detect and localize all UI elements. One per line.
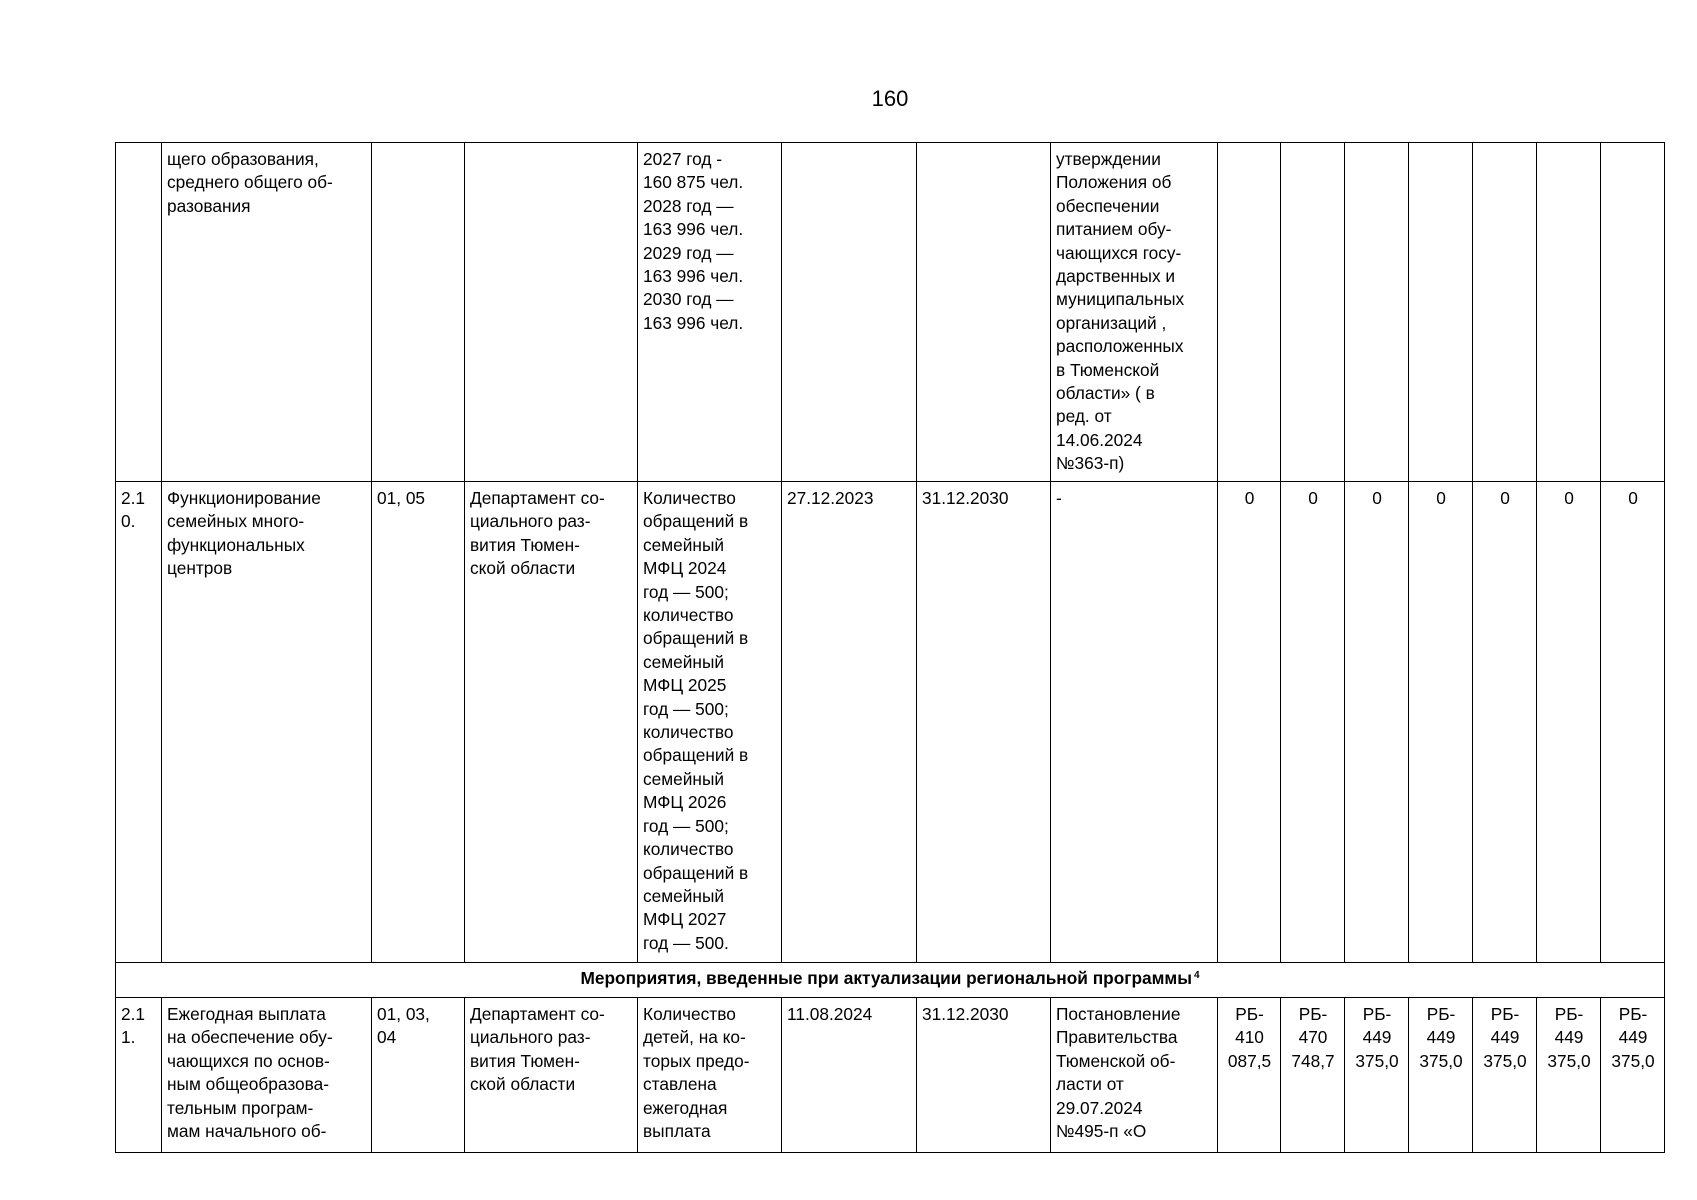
cell-amount xyxy=(1345,482,1409,963)
cell-line: 01, 03, xyxy=(377,1004,430,1024)
cell-line: 410 xyxy=(1235,1027,1264,1048)
cell-start xyxy=(782,482,917,963)
cell-line: 1. xyxy=(121,1027,136,1048)
cell-amount xyxy=(1601,482,1665,963)
cell-line: мам начального об- xyxy=(167,1121,327,1142)
cell-line: 2030 год — xyxy=(643,289,734,310)
cell-line: обращений в xyxy=(643,862,749,883)
cell-line: 449 xyxy=(1490,1027,1520,1048)
cell-amount xyxy=(1409,143,1473,482)
cell-line: 0 xyxy=(1244,488,1255,508)
cell-line: 31.12.2030 xyxy=(922,488,1009,508)
cell-line: дарственных и xyxy=(1056,266,1176,287)
cell-indicator xyxy=(638,998,782,1153)
cell-line: - xyxy=(1056,488,1062,508)
cell-amount xyxy=(1473,143,1537,482)
cell-end xyxy=(917,143,1051,482)
cell-line: РБ- xyxy=(1235,1004,1264,1024)
cell-line: обращений в xyxy=(643,511,749,532)
cell-line: №363-п) xyxy=(1056,453,1125,474)
cell-line: обеспечении xyxy=(1056,195,1160,216)
cell-number xyxy=(116,143,162,482)
cell-executor xyxy=(465,998,638,1153)
cell-line: РБ- xyxy=(1490,1004,1520,1024)
cell-line: 0 xyxy=(1564,488,1574,508)
cell-line: 2027 год - xyxy=(643,149,723,169)
cell-line: обращений в xyxy=(643,745,749,766)
cell-line: 04 xyxy=(377,1027,397,1048)
cell-document xyxy=(1051,998,1218,1153)
cell-line: 449 xyxy=(1554,1027,1584,1048)
cell-line: 0 xyxy=(1372,488,1382,508)
cell-line: 2.1 xyxy=(121,488,146,508)
cell-document xyxy=(1051,482,1218,963)
cell-line: 31.12.2030 xyxy=(922,1004,1009,1024)
cell-line: циального раз- xyxy=(470,1027,591,1048)
cell-amount xyxy=(1281,482,1345,963)
cell-line: чающихся госу- xyxy=(1056,242,1182,263)
cell-line: 449 xyxy=(1618,1027,1648,1048)
cell-line: 27.12.2023 xyxy=(787,488,874,508)
cell-line: 470 xyxy=(1298,1027,1328,1048)
cell-line: 0 xyxy=(1500,488,1510,508)
cell-line: функциональных xyxy=(167,534,305,555)
cell-line: год — 500; xyxy=(643,698,729,719)
section-banner-row xyxy=(116,963,1665,998)
cell-amount xyxy=(1473,482,1537,963)
cell-line: 163 996 чел. xyxy=(643,312,744,333)
cell-executor xyxy=(465,143,638,482)
cell-line: семейный xyxy=(643,768,725,789)
cell-line: 163 996 чел. xyxy=(643,219,744,240)
cell-line: на обеспечение обу- xyxy=(167,1027,333,1048)
cell-amount xyxy=(1601,998,1665,1153)
cell-line: 375,0 xyxy=(1547,1050,1591,1071)
cell-line: 0. xyxy=(121,511,136,532)
cell-line: 11.08.2024 xyxy=(787,1004,873,1024)
cell-line: разования xyxy=(167,195,251,216)
cell-line: 160 875 чел. xyxy=(643,172,744,193)
cell-line: 2029 год — xyxy=(643,242,734,263)
cell-line: МФЦ 2024 xyxy=(643,558,727,579)
cell-line: 01, 05 xyxy=(377,488,426,508)
cell-line: 2.1 xyxy=(121,1004,146,1024)
cell-line: год — 500. xyxy=(643,932,729,953)
cell-line: МФЦ 2025 xyxy=(643,675,727,696)
cell-line: Постановление xyxy=(1056,1004,1181,1024)
cell-line: ным общеобразова- xyxy=(167,1074,330,1095)
cell-line: 748,7 xyxy=(1291,1050,1335,1071)
cell-line: семейный xyxy=(643,651,725,672)
cell-amount xyxy=(1218,143,1281,482)
table-row xyxy=(116,143,1665,482)
section-banner-text: Мероприятия, введенные при актуализации региональной программы xyxy=(580,968,1192,988)
cell-line: центров xyxy=(167,558,233,579)
cell-line: 0 xyxy=(1628,488,1638,508)
cell-line: ставлена xyxy=(643,1074,717,1095)
cell-name xyxy=(162,998,372,1153)
page-number: 160 xyxy=(871,86,909,111)
cell-amount xyxy=(1473,998,1537,1153)
cell-code xyxy=(372,482,465,963)
cell-line: щего образования, xyxy=(167,149,319,169)
cell-line: 0 xyxy=(1308,488,1318,508)
cell-start xyxy=(782,143,917,482)
cell-start xyxy=(782,998,917,1153)
cell-line: циального раз- xyxy=(470,511,591,532)
cell-line: вития Тюмен- xyxy=(470,1050,580,1071)
cell-line: Департамент со- xyxy=(470,1004,605,1024)
cell-line: ской области xyxy=(470,558,576,579)
cell-line: выплата xyxy=(643,1121,711,1142)
cell-line: 0 xyxy=(1436,488,1446,508)
cell-line: в Тюменской xyxy=(1056,359,1160,380)
cell-line: год — 500; xyxy=(643,581,729,602)
program-measures-table xyxy=(115,142,1665,1153)
cell-line: торых предо- xyxy=(643,1050,750,1071)
cell-line: Правительства xyxy=(1056,1027,1178,1048)
cell-line: ской области xyxy=(470,1074,576,1095)
cell-line: 375,0 xyxy=(1483,1050,1527,1071)
cell-amount xyxy=(1218,482,1281,963)
cell-line: РБ- xyxy=(1618,1004,1648,1024)
cell-line: РБ- xyxy=(1426,1004,1456,1024)
cell-line: Количество xyxy=(643,488,736,508)
cell-line: вития Тюмен- xyxy=(470,534,580,555)
cell-line: Тюменской об- xyxy=(1056,1050,1176,1071)
cell-line: расположенных xyxy=(1056,336,1184,357)
cell-line: 375,0 xyxy=(1611,1050,1655,1071)
cell-line: количество xyxy=(643,839,734,860)
cell-line: чающихся по основ- xyxy=(167,1050,330,1071)
cell-number xyxy=(116,482,162,963)
cell-amount xyxy=(1218,998,1281,1153)
cell-amount xyxy=(1537,143,1601,482)
cell-amount xyxy=(1409,482,1473,963)
cell-amount xyxy=(1537,998,1601,1153)
cell-number xyxy=(116,998,162,1153)
cell-line: 29.07.2024 xyxy=(1056,1097,1143,1118)
cell-line: 14.06.2024 xyxy=(1056,429,1143,450)
cell-line: количество xyxy=(643,722,734,743)
cell-line: организаций , xyxy=(1056,312,1167,333)
cell-line: 449 xyxy=(1426,1027,1456,1048)
cell-line: РБ- xyxy=(1362,1004,1392,1024)
cell-line: 2028 год — xyxy=(643,195,734,216)
cell-amount xyxy=(1281,998,1345,1153)
cell-line: семейных много- xyxy=(167,511,305,532)
cell-amount xyxy=(1345,143,1409,482)
table-row xyxy=(116,482,1665,963)
cell-name xyxy=(162,482,372,963)
cell-line: 375,0 xyxy=(1419,1050,1463,1071)
cell-amount xyxy=(1281,143,1345,482)
cell-line: детей, на ко- xyxy=(643,1027,746,1048)
cell-indicator xyxy=(638,143,782,482)
cell-line: РБ- xyxy=(1298,1004,1328,1024)
cell-line: Функционирование xyxy=(167,488,321,508)
cell-line: ред. от xyxy=(1056,406,1112,427)
cell-indicator xyxy=(638,482,782,963)
cell-line: №495-п «О xyxy=(1056,1121,1147,1142)
cell-line: МФЦ 2027 xyxy=(643,909,727,930)
cell-line: количество xyxy=(643,605,734,626)
cell-line: ежегодная xyxy=(643,1097,728,1118)
cell-line: области» ( в xyxy=(1056,383,1155,404)
cell-amount xyxy=(1345,998,1409,1153)
cell-line: Положения об xyxy=(1056,172,1172,193)
cell-code xyxy=(372,998,465,1153)
cell-line: 163 996 чел. xyxy=(643,266,744,287)
cell-line: муниципальных xyxy=(1056,289,1185,310)
cell-executor xyxy=(465,482,638,963)
cell-end xyxy=(917,998,1051,1153)
cell-amount xyxy=(1409,998,1473,1153)
cell-amount xyxy=(1537,482,1601,963)
cell-amount xyxy=(1601,143,1665,482)
cell-line: семейный xyxy=(643,534,725,555)
cell-name xyxy=(162,143,372,482)
cell-line: МФЦ 2026 xyxy=(643,792,727,813)
cell-line: 087,5 xyxy=(1227,1050,1272,1071)
footnote-marker: 4 xyxy=(1193,970,1200,981)
table-row xyxy=(116,998,1665,1153)
cell-line: год — 500; xyxy=(643,815,729,836)
cell-line: РБ- xyxy=(1554,1004,1584,1024)
cell-code xyxy=(372,143,465,482)
cell-line: Количество xyxy=(643,1004,736,1024)
cell-line: тельным програм- xyxy=(167,1097,314,1118)
cell-line: 449 xyxy=(1362,1027,1392,1048)
cell-line: ласти от xyxy=(1056,1074,1124,1095)
cell-line: утверждении xyxy=(1056,149,1161,169)
cell-line: обращений в xyxy=(643,628,749,649)
cell-line: Департамент со- xyxy=(470,488,605,508)
cell-line: среднего общего об- xyxy=(167,172,333,193)
cell-line: 375,0 xyxy=(1355,1050,1399,1071)
cell-line: семейный xyxy=(643,885,725,906)
cell-line: питанием обу- xyxy=(1056,219,1172,240)
cell-end xyxy=(917,482,1051,963)
cell-document xyxy=(1051,143,1218,482)
section-banner xyxy=(116,963,1665,998)
cell-line: Ежегодная выплата xyxy=(167,1004,326,1024)
